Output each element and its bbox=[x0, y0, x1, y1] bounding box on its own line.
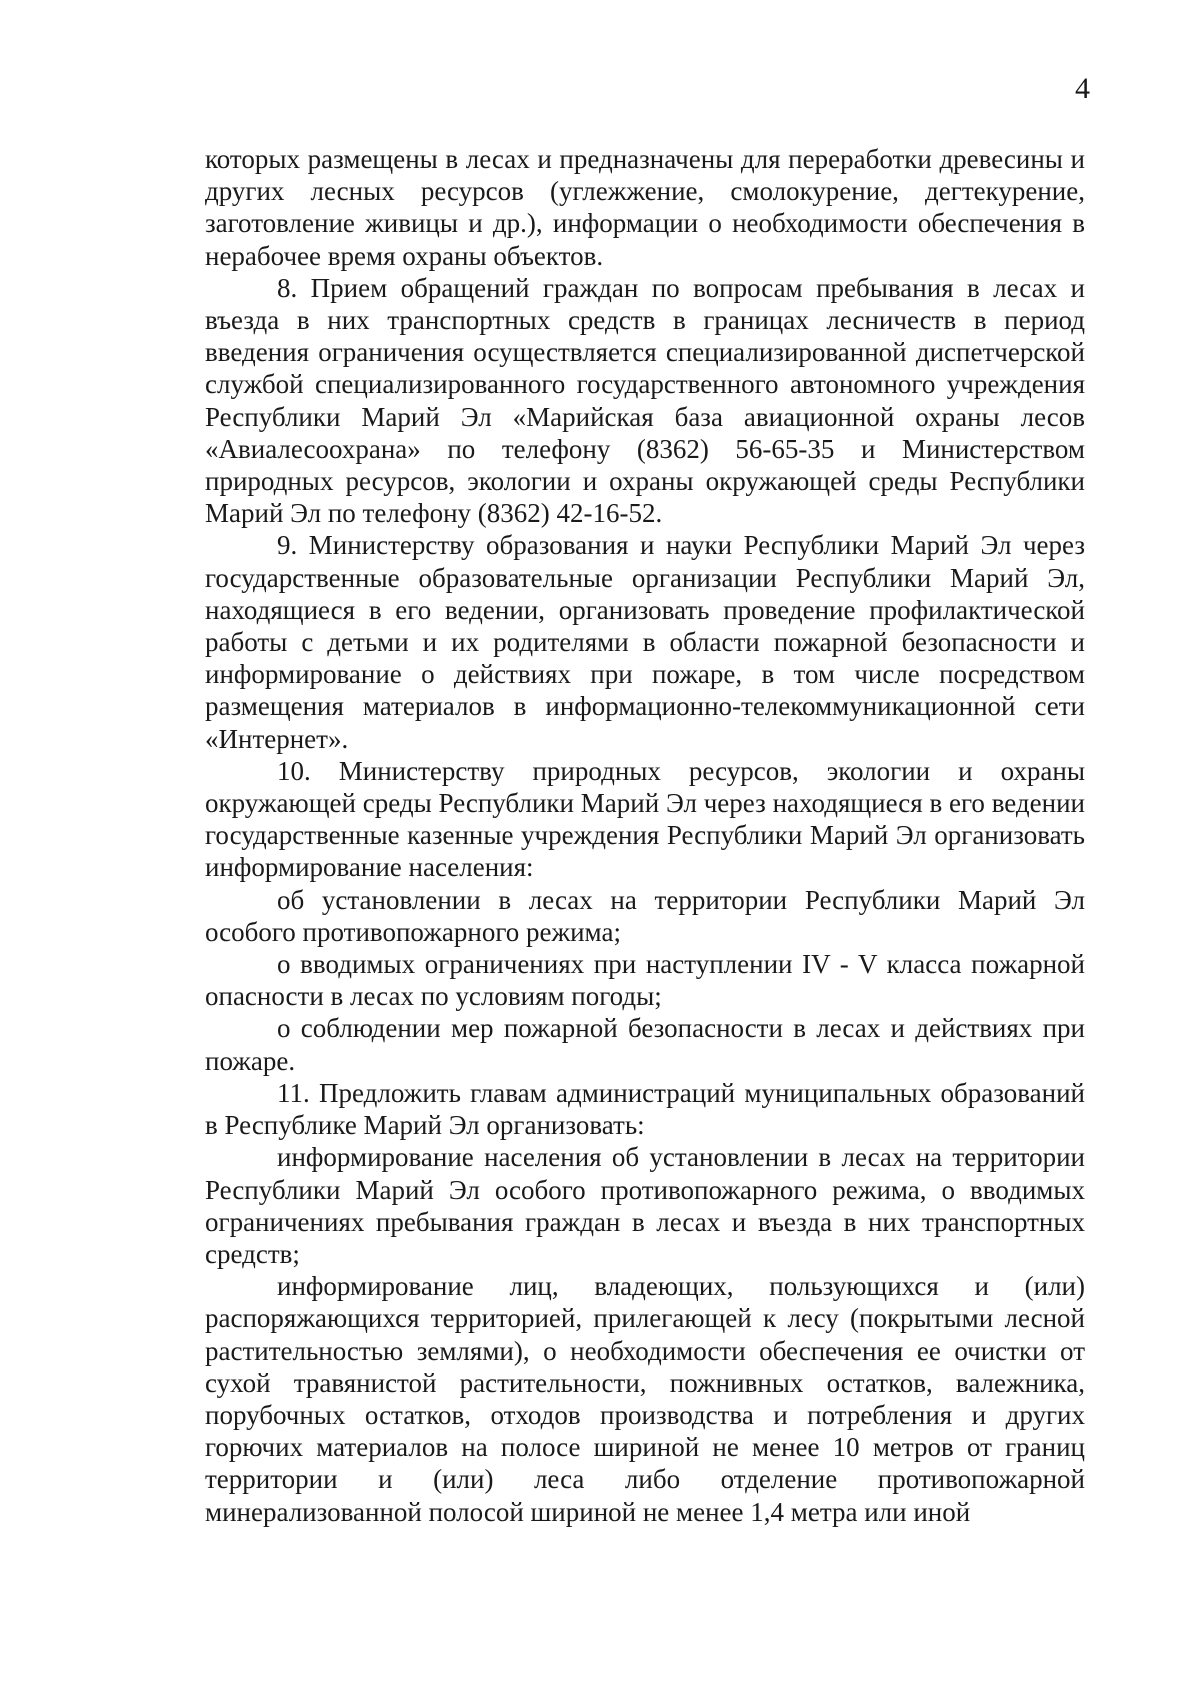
paragraph-item-11-sub-1: информирование населения об установлении в лесах на территории Республики Марий Эл особого противопожарного режима, о вводимых ограничениях пребывания граждан в лесах и въезда в них транспортных средств; bbox=[205, 1142, 1085, 1269]
paragraph-item-10-sub-1: об установлении в лесах на территории Республики Марий Эл особого противопожарного режима; bbox=[205, 884, 1085, 947]
paragraph-item-10-sub-2: о вводимых ограничениях при наступлении IV - V класса пожарной опасности в лесах по условиям погоды; bbox=[205, 949, 1085, 1012]
paragraph-continuation: которых размещены в лесах и предназначены для переработки древесины и других лесных ресурсов (углежжение, смолокурение, дегтекурение, заготовление живицы и др.), информации о необходимости обеспечения в нерабочее время охраны объектов. bbox=[205, 144, 1085, 271]
paragraph-item-9: 9. Министерству образования и науки Республики Марий Эл через государственные образовательные организации Республики Марий Эл, находящиеся в его ведении, организовать проведение профилактической работы с детьми и их родителями в области пожарной безопасности и информирование о действиях при пожаре, в том числе посредством размещения материалов в информационно-телекоммуникационной сети «Интернет». bbox=[205, 530, 1085, 754]
paragraph-item-11: 11. Предложить главам администраций муниципальных образований в Республике Марий Эл организовать: bbox=[205, 1077, 1085, 1141]
page-number: 4 bbox=[1075, 72, 1090, 105]
paragraph-item-10: 10. Министерству природных ресурсов, экологии и охраны окружающей среды Республики Марий Эл через находящиеся в его ведении государственные казенные учреждения Республики Марий Эл организовать информирование населения: bbox=[205, 755, 1085, 883]
paragraph-item-10-sub-3: о соблюдении мер пожарной безопасности в лесах и действиях при пожаре. bbox=[205, 1013, 1085, 1076]
paragraph-item-11-sub-2: информирование лиц, владеющих, пользующихся и (или) распоряжающихся территорией, прилегающей к лесу (покрытыми лесной растительностью землями), о необходимости обеспечения ее очистки от сухой травянистой растительности, пожнивных остатков, валежника, порубочных остатков, отходов производства и потребления и других горючих материалов на полосе шириной не менее 10 метров от границ территории и (или) леса либо отделение противопожарной минерализованной полосой шириной не менее 1,4 метра или иной bbox=[205, 1271, 1085, 1527]
document-body bbox=[205, 143, 1085, 1528]
paragraph-item-8: 8. Прием обращений граждан по вопросам пребывания в лесах и въезда в них транспортных средств в границах лесничеств в период введения ограничения осуществляется специализированной диспетчерской службой специализированного государственного автономного учреждения Республики Марий Эл «Марийская база авиационной охраны лесов «Авиалесоохрана» по телефону (8362) 56-65-35 и Министерством природных ресурсов, экологии и охраны окружающей среды Республики Марий Эл по телефону (8362) 42-16-52. bbox=[205, 272, 1085, 529]
